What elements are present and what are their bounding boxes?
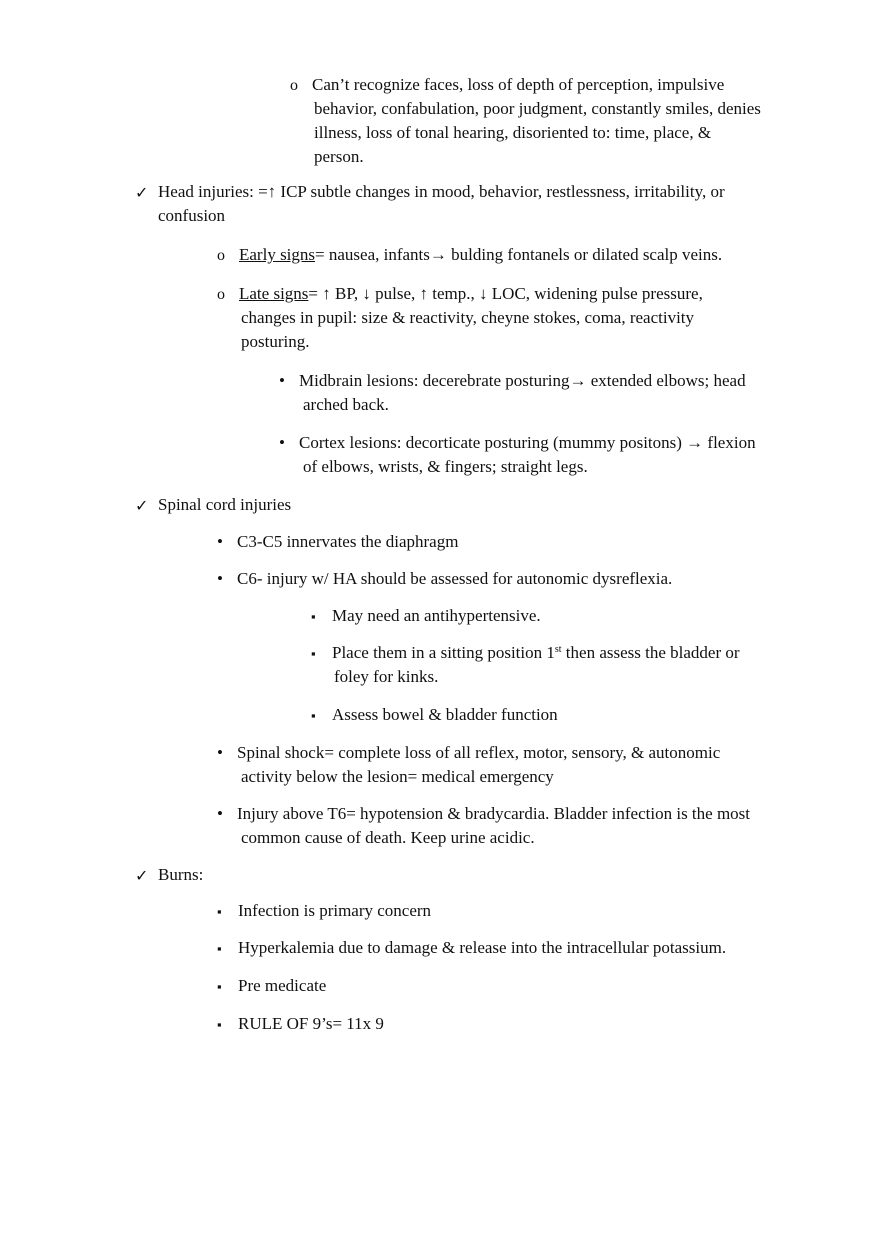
- burns-item: RULE OF 9’s= 11x 9: [238, 1014, 384, 1033]
- c6-item: C6- injury w/ HA should be assessed for autonomic dysreflexia.: [237, 569, 673, 588]
- list-marker: o: [290, 77, 298, 94]
- midbrain-lesions-item: Midbrain lesions: decerebrate posturing→ extended elbows; head arched back.: [299, 371, 746, 414]
- t6-injury-item: Injury above T6= hypotension & bradycardia. Bladder infection is the most common cause of death. Keep urine acidic.: [237, 804, 751, 847]
- antihypertensive-item: May need an antihypertensive.: [332, 606, 541, 625]
- sitting-position-item: Place them in a sitting position 1st then assess the bladder or foley for kinks.: [332, 643, 740, 686]
- burns-heading: Burns:: [158, 865, 204, 884]
- burns-item: Pre medicate: [238, 976, 327, 995]
- early-signs-label: Early signs: [239, 245, 316, 264]
- bullet-marker: •: [217, 804, 223, 823]
- square-marker: ▪: [217, 1017, 222, 1032]
- check-icon: ✓: [135, 866, 149, 885]
- list-marker: o: [217, 247, 225, 264]
- bowel-bladder-item: Assess bowel & bladder function: [332, 705, 558, 724]
- burns-item: Infection is primary concern: [238, 901, 432, 920]
- burns-item: Hyperkalemia due to damage & release into the intracellular potassium.: [238, 938, 727, 957]
- bullet-marker: •: [217, 569, 223, 588]
- spinal-heading: Spinal cord injuries: [158, 495, 292, 514]
- c3-c5-item: C3-C5 innervates the diaphragm: [237, 532, 459, 551]
- late-signs-item: Late signs= ↑ BP, ↓ pulse, ↑ temp., ↓ LOC, widening pulse pressure, changes in pupil: size & reactivity, cheyne stokes, coma, reactivity posturing.: [239, 284, 703, 351]
- square-marker: ▪: [217, 941, 222, 956]
- bullet-marker: •: [217, 532, 223, 551]
- check-icon: ✓: [135, 496, 149, 515]
- list-marker: o: [217, 286, 225, 303]
- square-marker: ▪: [217, 904, 222, 919]
- spinal-shock-item: Spinal shock= complete loss of all reflex, motor, sensory, & autonomic activity below the lesion= medical emergency: [237, 743, 721, 786]
- cortex-lesions-item: Cortex lesions: decorticate posturing (mummy positons) → flexion of elbows, wrists, & fingers; straight legs.: [299, 433, 756, 476]
- square-marker: ▪: [217, 979, 222, 994]
- early-signs-item: Early signs= nausea, infants→ bulding fontanels or dilated scalp veins.: [239, 245, 723, 264]
- bullet-marker: •: [279, 371, 285, 390]
- bullet-marker: •: [279, 433, 285, 452]
- square-marker: ▪: [311, 708, 316, 723]
- late-signs-label: Late signs: [239, 284, 309, 303]
- top-item-text: Can’t recognize faces, loss of depth of perception, impulsive behavior, confabulation, poor judgment, constantly smiles, denies illness, loss of tonal hearing, disoriented to: time, place, & person.: [312, 75, 761, 166]
- square-marker: ▪: [311, 646, 316, 661]
- check-icon: ✓: [135, 183, 149, 202]
- head-injuries-text: Head injuries: =↑ ICP subtle changes in mood, behavior, restlessness, irritability, or confusion: [158, 182, 725, 225]
- bullet-marker: •: [217, 743, 223, 762]
- square-marker: ▪: [311, 609, 316, 624]
